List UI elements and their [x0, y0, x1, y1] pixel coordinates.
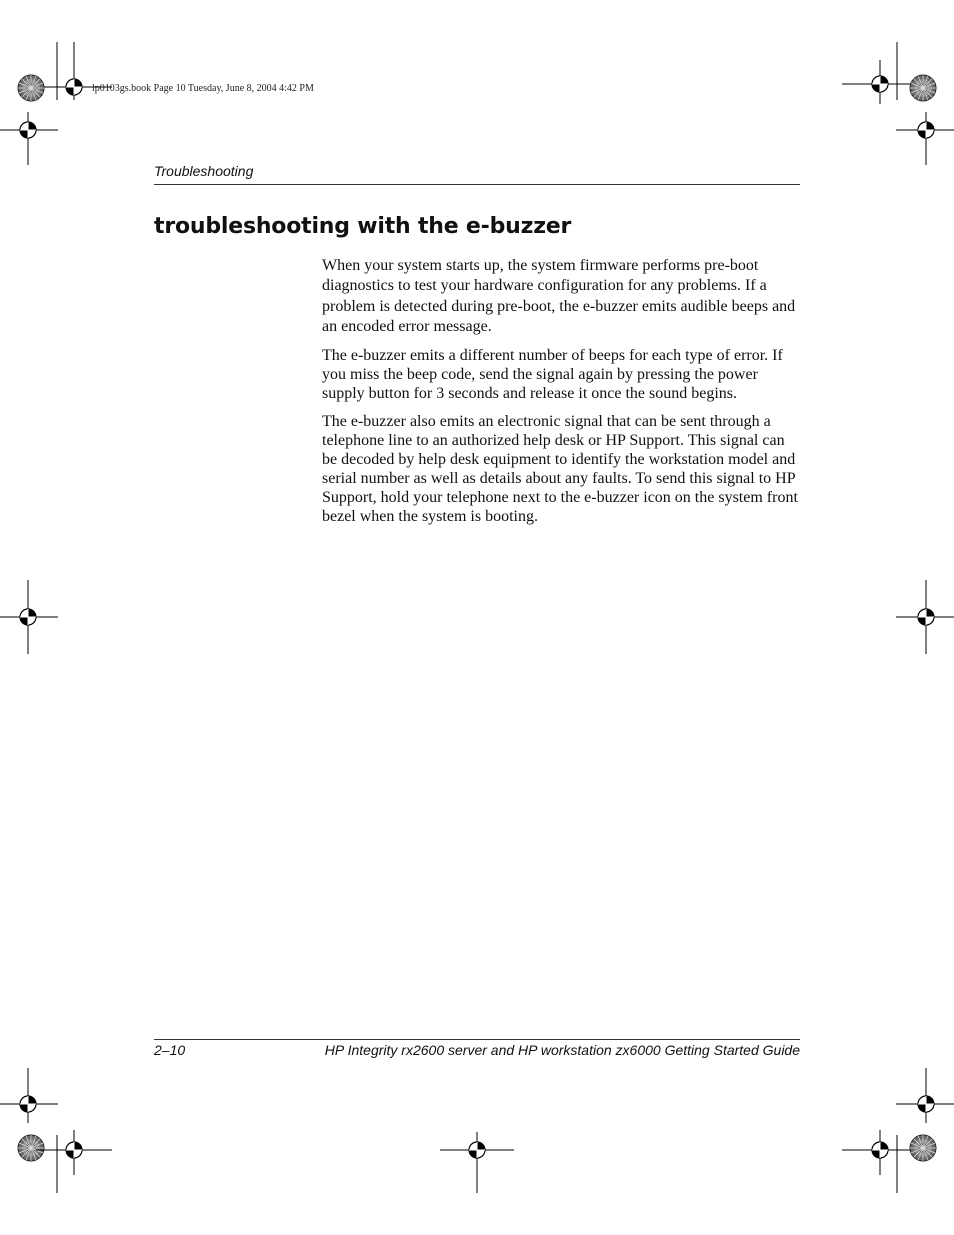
color-wheel-icon [910, 1135, 936, 1161]
printer-slug: lp0103gs.book Page 10 Tuesday, June 8, 2004 4:42 PM [92, 83, 314, 94]
registration-mark-icon [896, 580, 954, 654]
header-rule [154, 184, 800, 185]
page-number: 2–10 [154, 1042, 186, 1058]
footer-rule [154, 1039, 800, 1040]
section-title: troubleshooting with the e-buzzer [154, 214, 572, 239]
registration-mark-icon [0, 1068, 58, 1123]
registration-mark-icon [36, 1130, 112, 1193]
registration-mark-icon [0, 112, 58, 165]
color-wheel-icon [910, 75, 936, 101]
registration-mark-icon [842, 1130, 918, 1193]
running-head: Troubleshooting [154, 163, 254, 179]
body-text [322, 256, 800, 535]
registration-mark-icon [842, 42, 918, 104]
registration-mark-icon [440, 1132, 514, 1193]
guide-title: HP Integrity rx2600 server and HP workstation zx6000 Getting Started Guide [324, 1042, 800, 1058]
paragraph: The e-buzzer also emits an electronic signal that can be sent through a telephone line to an authorized help desk or HP Support. This signal can be decoded by help desk equipment to identify the workstation model and serial number as well as details about any faults. To send this signal to HP Support, hold your telephone next to the e-buzzer icon on the system front bezel when the system is booting. [322, 413, 798, 526]
color-wheel-icon [18, 1135, 44, 1161]
registration-mark-icon [896, 1068, 954, 1123]
registration-mark-icon [0, 580, 58, 654]
paragraph: When your system starts up, the system firmware performs pre-boot diagnostics to test your hardware configuration for any problems. If a problem is detected during pre-boot, the e-buzzer emits audible beeps and an encoded error message. [322, 257, 796, 335]
color-wheel-icon [18, 75, 44, 101]
paragraph: The e-buzzer emits a different number of beeps for each type of error. If you miss the beep code, send the signal again by pressing the power supply button for 3 seconds and release it once the sound begins. [322, 347, 783, 403]
registration-mark-icon [896, 112, 954, 165]
